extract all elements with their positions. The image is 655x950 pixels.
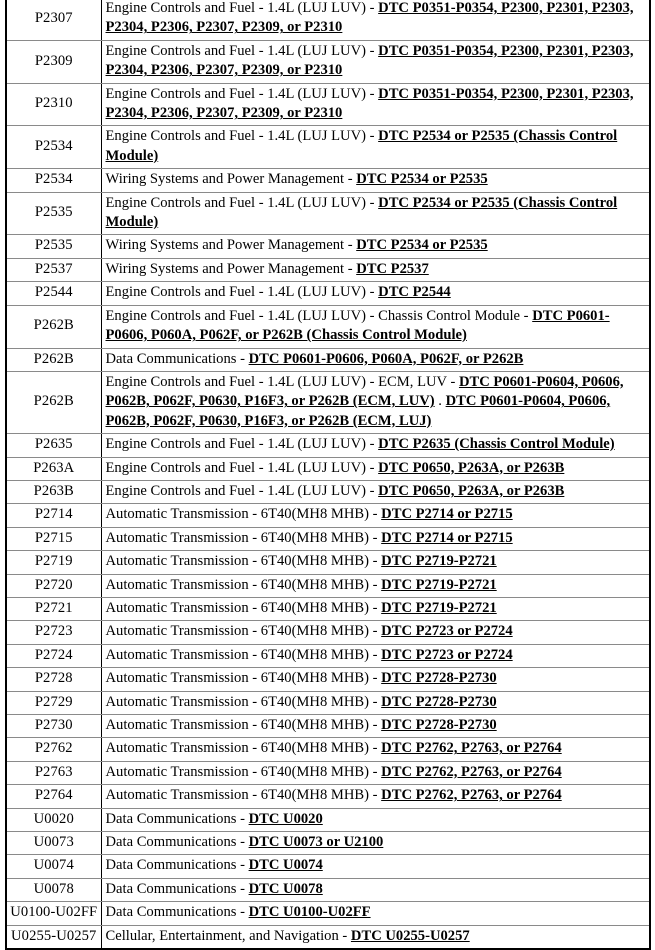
dtc-reference-link[interactable]: DTC P0601-P0606, P060A, P062F, or P262B (Chassis Control Module) (105, 307, 610, 344)
system-label: Engine Controls and Fuel - 1.4L (LUJ LUV) - (105, 284, 379, 301)
dtc-description-cell (101, 761, 650, 784)
description-content (106, 529, 647, 548)
system-label: Engine Controls and Fuel - 1.4L (LUJ LUV) - Chassis Control Module - (105, 307, 533, 324)
table-row (6, 371, 650, 433)
link-separator: . (434, 393, 446, 410)
description-content (106, 170, 647, 189)
system-label: Automatic Transmission - 6T40(MH8 MHB) - (105, 646, 382, 663)
description-content (106, 127, 647, 166)
description-content (106, 283, 647, 302)
system-label: Engine Controls and Fuel - 1.4L (LUJ LUV) - (105, 459, 379, 476)
description-content (106, 833, 647, 852)
table-row (6, 169, 650, 192)
dtc-description-cell (101, 574, 650, 597)
dtc-code-cell: U0020 (6, 808, 101, 831)
system-label: Wiring Systems and Power Management - (105, 260, 357, 277)
dtc-description-cell (101, 691, 650, 714)
system-label: Engine Controls and Fuel - 1.4L (LUJ LUV) - (105, 194, 379, 211)
dtc-code-cell: P2714 (6, 504, 101, 527)
dtc-description-cell (101, 457, 650, 480)
dtc-reference-link[interactable]: DTC P2723 or P2724 (381, 646, 513, 663)
description-content (106, 236, 647, 255)
table-row (6, 192, 650, 235)
dtc-reference-link[interactable]: DTC P2534 or P2535 (Chassis Control Module) (105, 194, 618, 231)
dtc-code-cell: P2729 (6, 691, 101, 714)
dtc-description-cell (101, 785, 650, 808)
dtc-description-cell (101, 597, 650, 620)
dtc-description-cell (101, 808, 650, 831)
description-content (106, 505, 647, 524)
dtc-reference-link[interactable]: DTC U0073 or U2100 (248, 834, 384, 851)
dtc-description-cell (101, 305, 650, 348)
description-content (106, 927, 647, 946)
table-row (6, 691, 650, 714)
description-content (106, 903, 647, 922)
dtc-reference-link[interactable]: DTC P0351-P0354, P2300, P2301, P2303, P2304, P2306, P2307, P2309, or P2310 (105, 42, 634, 79)
dtc-reference-link[interactable]: DTC P0650, P263A, or P263B (378, 459, 565, 476)
description-content (106, 856, 647, 875)
dtc-table-body (6, 0, 650, 949)
table-row (6, 668, 650, 691)
table-row (6, 348, 650, 371)
dtc-description-cell (101, 504, 650, 527)
dtc-reference-link[interactable]: DTC P2762, P2763, or P2764 (381, 740, 562, 757)
table-row (6, 855, 650, 878)
table-row (6, 785, 650, 808)
system-label: Automatic Transmission - 6T40(MH8 MHB) - (105, 529, 382, 546)
dtc-reference-link[interactable]: DTC P2534 or P2535 (Chassis Control Module) (105, 128, 618, 164)
dtc-code-cell: P263B (6, 480, 101, 503)
dtc-description-cell (101, 902, 650, 925)
table-row (6, 902, 650, 925)
dtc-code-cell: P262B (6, 348, 101, 371)
table-row (6, 258, 650, 281)
table-row (6, 40, 650, 83)
dtc-code-cell: P2719 (6, 551, 101, 574)
description-content (106, 599, 647, 618)
table-row (6, 574, 650, 597)
dtc-description-cell (101, 715, 650, 738)
system-label: Data Communications - (105, 834, 249, 851)
dtc-reference-link[interactable]: DTC P0650, P263A, or P263B (378, 482, 565, 499)
system-label: Cellular, Entertainment, and Navigation - (105, 927, 351, 944)
description-content (106, 85, 647, 124)
table-row (6, 83, 650, 126)
table-row (6, 715, 650, 738)
description-content (106, 763, 647, 782)
dtc-reference-link[interactable]: DTC U0100-U02FF (248, 904, 371, 921)
system-label: Engine Controls and Fuel - 1.4L (LUJ LUV) - (105, 42, 379, 59)
table-row (6, 644, 650, 667)
dtc-description-cell (101, 832, 650, 855)
dtc-code-cell: P2763 (6, 761, 101, 784)
dtc-reference-link[interactable]: DTC P2762, P2763, or P2764 (381, 763, 562, 780)
description-content (106, 435, 647, 454)
dtc-reference-link[interactable]: DTC U0255-U0257 (350, 927, 470, 944)
dtc-reference-link[interactable]: DTC P2544 (378, 284, 451, 301)
dtc-description-cell (101, 83, 650, 126)
dtc-description-cell (101, 40, 650, 83)
dtc-code-cell: P262B (6, 371, 101, 433)
system-label: Automatic Transmission - 6T40(MH8 MHB) - (105, 693, 382, 710)
system-label: Data Communications - (105, 880, 249, 897)
system-label: Engine Controls and Fuel - 1.4L (LUJ LUV) - (105, 85, 379, 102)
table-row (6, 925, 650, 949)
dtc-description-cell (101, 169, 650, 192)
system-label: Data Communications - (105, 350, 249, 367)
table-row (6, 434, 650, 457)
dtc-reference-link[interactable]: DTC P2723 or P2724 (381, 623, 513, 640)
table-row (6, 808, 650, 831)
system-label: Automatic Transmission - 6T40(MH8 MHB) - (105, 553, 382, 570)
dtc-code-cell: P2535 (6, 235, 101, 258)
dtc-description-cell (101, 258, 650, 281)
dtc-description-cell (101, 126, 650, 169)
dtc-description-cell (101, 855, 650, 878)
dtc-code-cell: P2724 (6, 644, 101, 667)
dtc-code-cell: P2635 (6, 434, 101, 457)
dtc-reference-link[interactable]: DTC P2534 or P2535 (356, 237, 488, 254)
description-content (106, 373, 647, 431)
system-label: Automatic Transmission - 6T40(MH8 MHB) - (105, 717, 382, 733)
dtc-reference-link[interactable]: DTC U0074 (248, 857, 323, 874)
dtc-reference-link[interactable]: DTC P2635 (Chassis Control Module) (378, 436, 615, 453)
table-row (6, 597, 650, 620)
description-content (106, 622, 647, 641)
dtc-code-cell: U0255-U0257 (6, 925, 101, 949)
system-label: Engine Controls and Fuel - 1.4L (LUJ LUV) - (105, 436, 379, 453)
dtc-reference-link[interactable]: DTC P2728-P2730 (381, 693, 497, 710)
description-content (106, 194, 647, 233)
description-content (106, 459, 647, 478)
dtc-code-cell: P262B (6, 305, 101, 348)
dtc-reference-link[interactable]: DTC P0351-P0354, P2300, P2301, P2303, P2304, P2306, P2307, P2309, or P2310 (105, 0, 634, 36)
description-content (106, 646, 647, 665)
dtc-reference-link[interactable]: DTC P2719-P2721 (381, 576, 497, 593)
system-label: Engine Controls and Fuel - 1.4L (LUJ LUV) - (105, 482, 379, 499)
dtc-reference-link[interactable]: DTC P0351-P0354, P2300, P2301, P2303, P2304, P2306, P2307, P2309, or P2310 (105, 85, 634, 122)
table-row (6, 480, 650, 503)
description-content (106, 307, 647, 346)
dtc-reference-link[interactable]: DTC P2537 (356, 260, 429, 277)
system-label: Automatic Transmission - 6T40(MH8 MHB) - (105, 787, 382, 804)
table-row (6, 878, 650, 901)
dtc-description-cell (101, 235, 650, 258)
system-label: Engine Controls and Fuel - 1.4L (LUJ LUV) - (105, 0, 379, 16)
dtc-reference-link-secondary[interactable]: DTC P0601-P0604, P0606, P062B, P062F, P0630, P16F3, or P262B (ECM, LUJ) (105, 393, 611, 429)
dtc-description-cell (101, 551, 650, 574)
description-content (106, 42, 647, 81)
dtc-code-cell: P2310 (6, 83, 101, 126)
table-row (6, 235, 650, 258)
dtc-code-cell: P2535 (6, 192, 101, 235)
dtc-description-cell (101, 480, 650, 503)
table-row (6, 282, 650, 305)
description-content (106, 576, 647, 595)
dtc-code-cell: U0078 (6, 878, 101, 901)
dtc-description-cell (101, 282, 650, 305)
table-row (6, 126, 650, 169)
dtc-description-cell (101, 644, 650, 667)
description-content (106, 880, 647, 899)
dtc-description-cell (101, 925, 650, 949)
dtc-code-cell: U0074 (6, 855, 101, 878)
table-row (6, 551, 650, 574)
dtc-description-cell (101, 348, 650, 371)
system-label: Data Communications - (105, 904, 249, 921)
table-row (6, 738, 650, 761)
system-label: Automatic Transmission - 6T40(MH8 MHB) - (105, 740, 382, 757)
dtc-code-cell: P2721 (6, 597, 101, 620)
description-content (106, 810, 647, 829)
dtc-code-cell: P2715 (6, 527, 101, 550)
description-content (106, 0, 647, 38)
dtc-reference-link[interactable]: DTC P2719-P2721 (381, 599, 497, 616)
dtc-code-cell: P2762 (6, 738, 101, 761)
dtc-code-cell: U0100-U02FF (6, 902, 101, 925)
system-label: Wiring Systems and Power Management - (105, 237, 357, 254)
system-label: Wiring Systems and Power Management - (105, 171, 357, 188)
description-content (106, 716, 647, 735)
system-label: Automatic Transmission - 6T40(MH8 MHB) - (105, 670, 382, 687)
system-label: Engine Controls and Fuel - 1.4L (LUJ LUV) - ECM, LUV - (105, 373, 459, 390)
dtc-reference-table (5, 0, 651, 950)
table-row (6, 832, 650, 855)
table-row (6, 504, 650, 527)
dtc-code-cell: U0073 (6, 832, 101, 855)
description-content (106, 669, 647, 688)
table-row (6, 527, 650, 550)
dtc-reference-link[interactable]: DTC P2728-P2730 (381, 670, 497, 687)
system-label: Data Communications - (105, 857, 249, 874)
dtc-code-cell: P2544 (6, 282, 101, 305)
dtc-code-cell: P2309 (6, 40, 101, 83)
dtc-description-cell (101, 192, 650, 235)
dtc-description-cell (101, 878, 650, 901)
dtc-reference-link[interactable]: DTC P2762, P2763, or P2764 (381, 787, 562, 804)
description-content (106, 693, 647, 712)
system-label: Data Communications - (105, 810, 249, 827)
dtc-reference-link[interactable]: DTC P2728-P2730 (381, 717, 497, 733)
dtc-code-cell: P2534 (6, 169, 101, 192)
system-label: Automatic Transmission - 6T40(MH8 MHB) - (105, 763, 382, 780)
dtc-code-cell: P2720 (6, 574, 101, 597)
dtc-reference-link[interactable]: DTC P2714 or P2715 (381, 529, 513, 546)
dtc-description-cell (101, 668, 650, 691)
description-content (106, 482, 647, 501)
dtc-code-cell: P2534 (6, 126, 101, 169)
system-label: Automatic Transmission - 6T40(MH8 MHB) - (105, 599, 382, 616)
dtc-reference-link[interactable]: DTC P2534 or P2535 (356, 171, 488, 188)
dtc-reference-link[interactable]: DTC U0078 (248, 880, 323, 897)
dtc-code-cell: P2537 (6, 258, 101, 281)
dtc-code-cell: P2723 (6, 621, 101, 644)
dtc-reference-link[interactable]: DTC U0020 (248, 810, 323, 827)
dtc-code-cell: P2730 (6, 715, 101, 738)
description-content (106, 350, 647, 369)
dtc-description-cell (101, 621, 650, 644)
description-content (106, 552, 647, 571)
dtc-code-cell: P2764 (6, 785, 101, 808)
system-label: Engine Controls and Fuel - 1.4L (LUJ LUV) - (105, 128, 379, 145)
description-content (106, 786, 647, 805)
table-row (6, 621, 650, 644)
system-label: Automatic Transmission - 6T40(MH8 MHB) - (105, 576, 382, 593)
table-row (6, 457, 650, 480)
dtc-description-cell (101, 527, 650, 550)
description-content (106, 260, 647, 279)
dtc-description-cell (101, 371, 650, 433)
dtc-code-cell: P263A (6, 457, 101, 480)
dtc-reference-link[interactable]: DTC P2714 or P2715 (381, 506, 513, 523)
table-row (6, 0, 650, 40)
dtc-description-cell (101, 434, 650, 457)
dtc-reference-link[interactable]: DTC P0601-P0606, P060A, P062F, or P262B (248, 350, 524, 367)
system-label: Automatic Transmission - 6T40(MH8 MHB) - (105, 506, 382, 523)
description-content (106, 739, 647, 758)
dtc-reference-link[interactable]: DTC P0601-P0604, P0606, P062B, P062F, P0630, P16F3, or P262B (ECM, LUV) (105, 373, 624, 410)
system-label: Automatic Transmission - 6T40(MH8 MHB) - (105, 623, 382, 640)
dtc-reference-link[interactable]: DTC P2719-P2721 (381, 553, 497, 570)
dtc-code-cell: P2728 (6, 668, 101, 691)
dtc-description-cell (101, 738, 650, 761)
table-row (6, 305, 650, 348)
table-row (6, 761, 650, 784)
dtc-code-cell: P2307 (6, 0, 101, 40)
dtc-description-cell (101, 0, 650, 40)
